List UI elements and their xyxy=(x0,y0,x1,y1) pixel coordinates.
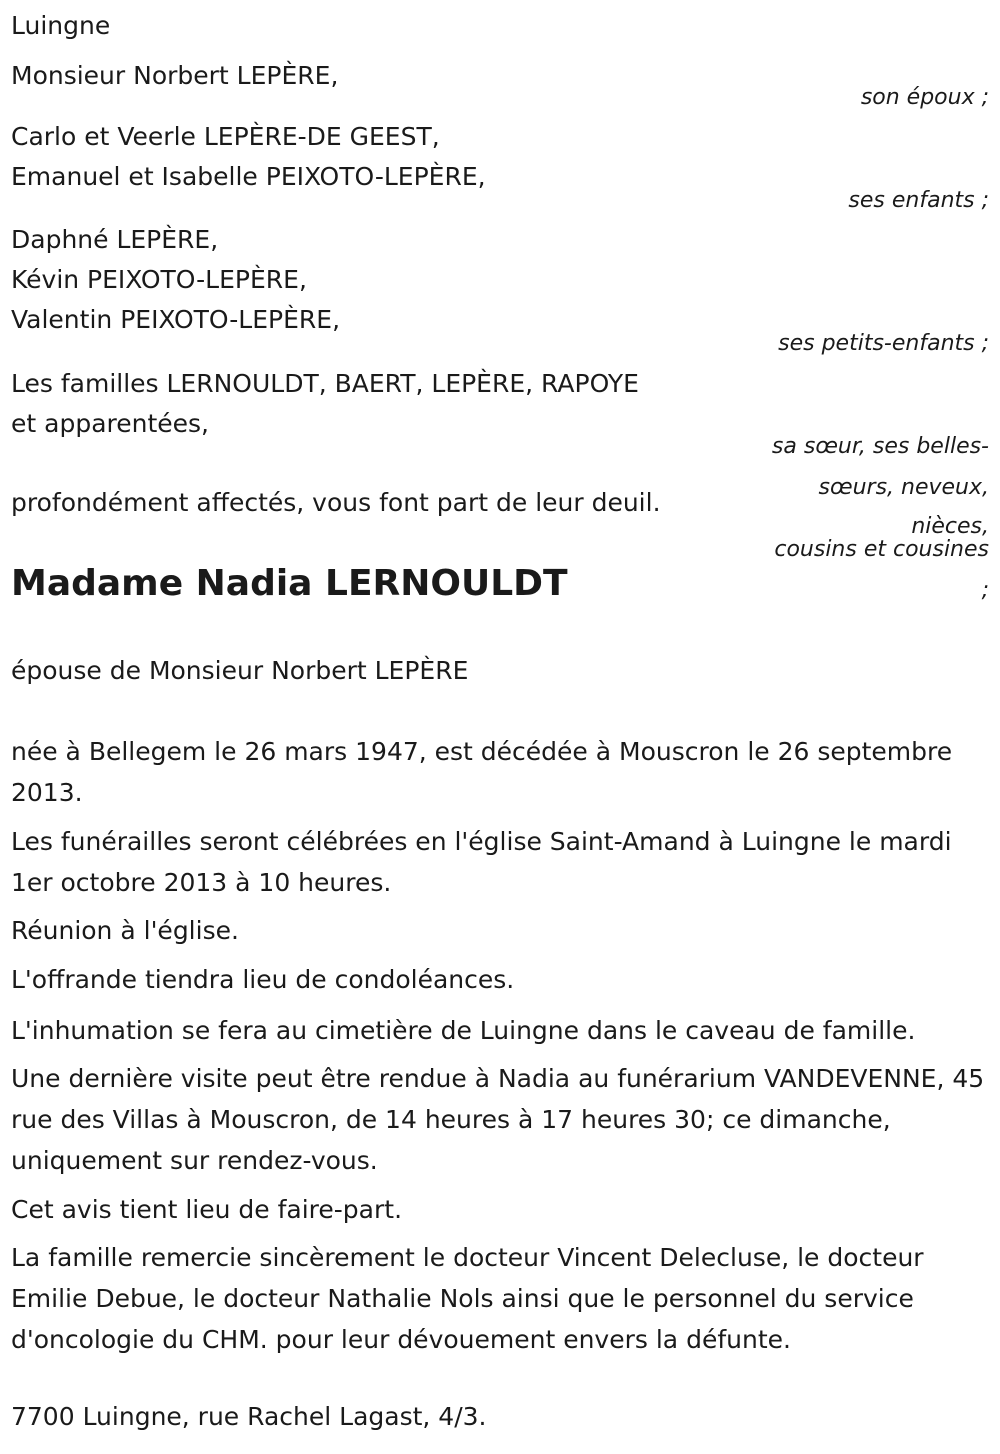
thanks-paragraph: La famille remercie sincèrement le docteur Vincent Delecluse, le docteur Emilie Debue, le docteur Nathalie Nols ainsi que le personnel du service d'oncologie du CHM. pour leur dévouement envers la défunte. xyxy=(11,1243,924,1354)
offering-paragraph: L'offrande tiendra lieu de condoléances. xyxy=(11,965,515,994)
family-line: Les familles LERNOULDT, BAERT, LEPÈRE, RAPOYE xyxy=(11,369,639,398)
meeting-paragraph: Réunion à l'église. xyxy=(11,916,239,945)
child-line: Carlo et Veerle LEPÈRE-DE GEEST, xyxy=(11,122,440,151)
others-relation-line: nièces, xyxy=(911,514,989,539)
children-relation: ses enfants ; xyxy=(848,188,989,213)
others-relation-line: ; xyxy=(981,578,989,603)
child-line: Emanuel et Isabelle PEIXOTO-LEPÈRE, xyxy=(11,162,486,191)
others-relation-line: sa sœur, ses belles- xyxy=(771,434,989,459)
grandchild-line: Kévin PEIXOTO-LEPÈRE, xyxy=(11,265,307,294)
others-relation-line: cousins et cousines xyxy=(774,537,989,562)
grandchildren-relation: ses petits-enfants ; xyxy=(778,331,989,356)
address-line: 7700 Luingne, rue Rachel Lagast, 4/3. xyxy=(11,1402,487,1431)
grandchild-line: Daphné LEPÈRE, xyxy=(11,225,219,254)
burial-paragraph: L'inhumation se fera au cimetière de Luingne dans le caveau de famille. xyxy=(11,1016,916,1045)
deceased-name: Madame Nadia LERNOULDT xyxy=(11,563,568,604)
husband-name: Monsieur Norbert LEPÈRE, xyxy=(11,61,339,90)
spouse-line: épouse de Monsieur Norbert LEPÈRE xyxy=(11,656,469,685)
funeral-paragraph: Les funérailles seront célébrées en l'église Saint-Amand à Luingne le mardi 1er octobre 2013 à 10 heures. xyxy=(11,827,952,897)
birth-death-paragraph: née à Bellegem le 26 mars 1947, est décédée à Mouscron le 26 septembre 2013. xyxy=(11,737,953,807)
visit-paragraph: Une dernière visite peut être rendue à Nadia au funérarium VANDEVENNE, 45 rue des Villas à Mouscron, de 14 heures à 17 heures 30; ce dimanche, uniquement sur rendez-vous. xyxy=(11,1064,985,1175)
grandchild-line: Valentin PEIXOTO-LEPÈRE, xyxy=(11,305,341,334)
husband-relation: son époux ; xyxy=(860,85,989,110)
announcement-line: profondément affectés, vous font part de leur deuil. xyxy=(11,488,661,517)
notice-paragraph: Cet avis tient lieu de faire-part. xyxy=(11,1195,403,1224)
others-relation-line: sœurs, neveux, xyxy=(818,475,989,500)
family-line: et apparentées, xyxy=(11,409,209,438)
location: Luingne xyxy=(11,11,111,40)
